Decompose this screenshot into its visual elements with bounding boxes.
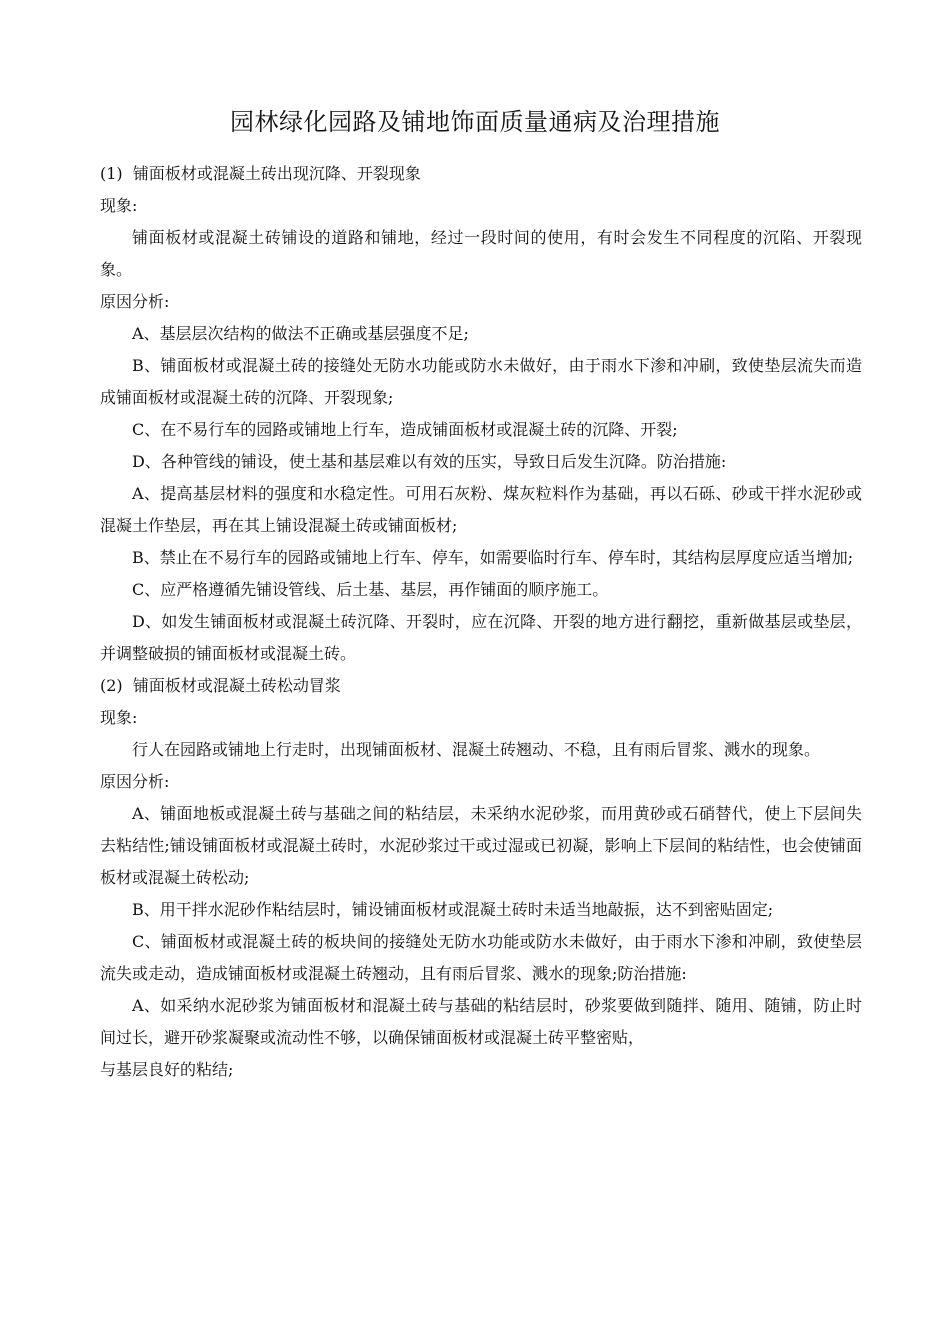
paragraph: B、用干拌水泥砂作粘结层时，铺设铺面板材或混凝土砖时未适当地敲振，达不到密贴固定; <box>132 900 774 919</box>
paragraph: C、应严格遵循先铺设管线、后土基、基层，再作铺面的顺序施工。 <box>132 580 609 599</box>
paragraph: A、提高基层材料的强度和水稳定性。可用石灰粉、煤灰粒料作为基础，再以石砾、砂或干拌水泥砂或混凝土作垫层，再在其上铺设混凝土砖或铺面板材; <box>100 484 862 535</box>
paragraph: A、基层层次结构的做法不正确或基层强度不足; <box>132 324 469 343</box>
document-body <box>100 158 862 1086</box>
paragraph: 行人在园路或铺地上行走时，出现铺面板材、混凝土砖翘动、不稳，且有雨后冒浆、溅水的现象。 <box>132 740 821 759</box>
paragraph: B、铺面板材或混凝土砖的接缝处无防水功能或防水未做好，由于雨水下渗和冲刷，致使垫层流失而造成铺面板材或混凝土砖的沉降、开裂现象; <box>100 356 862 407</box>
page-title: 园林绿化园路及铺地饰面质量通病及治理措施 <box>230 108 720 136</box>
paragraph: B、禁止在不易行车的园路或铺地上行车、停车，如需要临时行车、停车时，其结构层厚度应适当增加; <box>132 548 854 567</box>
paragraph: C、在不易行车的园路或铺地上行车，造成铺面板材或混凝土砖的沉降、开裂; <box>132 420 678 439</box>
label-phenomenon: 现象: <box>100 196 138 215</box>
label-cause-analysis: 原因分析: <box>100 292 170 311</box>
paragraph-continuation: 与基层良好的粘结; <box>100 1060 234 1079</box>
paragraph: D、如发生铺面板材或混凝土砖沉降、开裂时，应在沉降、开裂的地方进行翻挖，重新做基层或垫层，并调整破损的铺面板材或混凝土砖。 <box>100 612 862 663</box>
section-heading-2: (2) 铺面板材或混凝土砖松动冒浆 <box>100 676 341 695</box>
paragraph: D、各种管线的铺设，使土基和基层难以有效的压实，导致日后发生沉降。防治措施: <box>132 452 727 471</box>
paragraph: C、铺面板材或混凝土砖的板块间的接缝处无防水功能或防水未做好，由于雨水下渗和冲刷，致使垫层流失或走动，造成铺面板材或混凝土砖翘动，且有雨后冒浆、溅水的现象;防治措施: <box>100 932 862 983</box>
paragraph: 铺面板材或混凝土砖铺设的道路和铺地，经过一段时间的使用，有时会发生不同程度的沉陷、开裂现象。 <box>100 228 862 279</box>
paragraph: A、如采纳水泥砂浆为铺面板材和混凝土砖与基础的粘结层时，砂浆要做到随拌、随用、随铺，防止时间过长，避开砂浆凝聚或流动性不够，以确保铺面板材或混凝土砖平整密贴， <box>100 996 862 1047</box>
section-heading-1: (1) 铺面板材或混凝土砖出现沉降、开裂现象 <box>100 164 421 183</box>
paragraph: A、铺面地板或混凝土砖与基础之间的粘结层，未采纳水泥砂浆，而用黄砂或石硝替代，使上下层间失去粘结性;铺设铺面板材或混凝土砖时，水泥砂浆过干或过湿或已初凝，影响上下层间的粘结性，也会使铺面板材或混凝土砖松动; <box>100 804 862 887</box>
label-phenomenon: 现象: <box>100 708 138 727</box>
label-cause-analysis: 原因分析: <box>100 772 170 791</box>
